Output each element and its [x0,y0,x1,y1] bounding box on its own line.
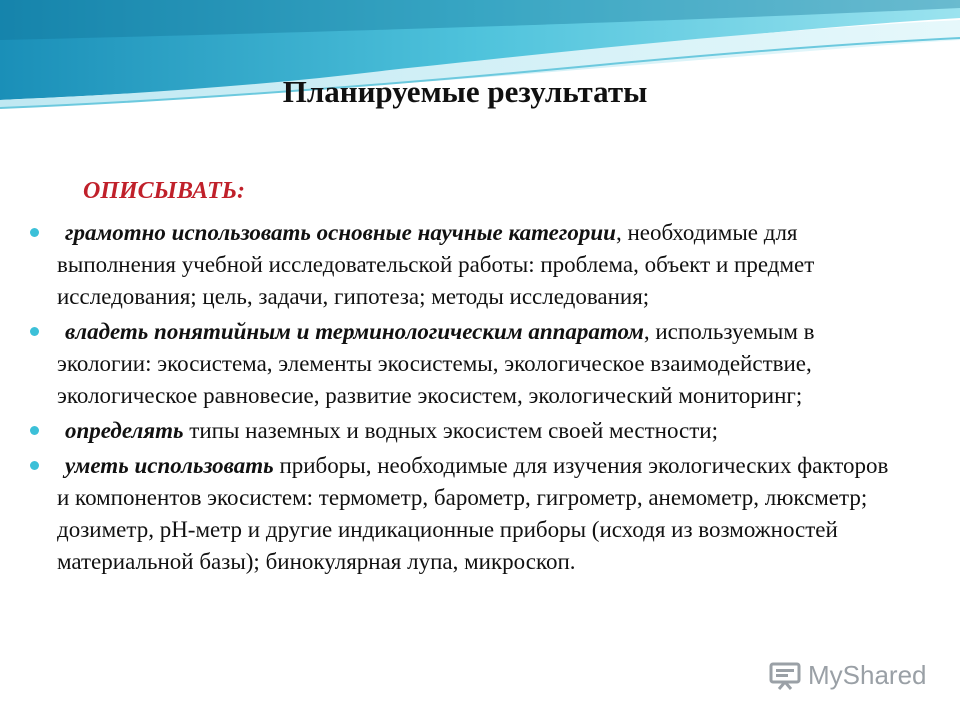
item-emphasis: уметь использовать [65,453,274,478]
presentation-board-icon [768,660,802,690]
watermark-logo [768,657,927,693]
page-title: Планируемые результаты [282,74,648,109]
section-heading: ОПИСЫВАТЬ: [83,178,245,204]
bullet-icon [30,426,39,435]
list-item [30,450,890,578]
list-item [30,316,890,412]
header-wave-decoration [0,0,960,130]
item-emphasis: определять [65,418,184,443]
item-text: типы наземных и водных экосистем своей местности; [183,418,718,443]
item-text: , необходимые для выполнения учебной исследовательской работы: проблема, объект и предмет исследования; цель, задачи, гипотеза; методы исследования; [57,220,815,309]
list-item [30,415,890,447]
item-text: приборы, необходимые для изучения экологических факторов и компонентов экосистем: термометр, барометр, гигрометр, анемометр, люксметр; дозиметр, pH-метр и другие индикационные приборы (исходя из возможностей материальной базы); бинокулярная лупа, микроскоп. [57,453,889,574]
content [30,175,890,581]
item-emphasis: грамотно использовать основные научные категории [65,220,616,245]
item-emphasis: владеть понятийным и терминологическим аппаратом [65,319,644,344]
bullet-icon [30,327,39,336]
bullet-icon [30,228,39,237]
list-item [30,217,890,313]
watermark-text: MyShared [808,659,927,690]
bullet-icon [30,461,39,470]
item-text: , используемым в экологии: экосистема, элементы экосистемы, экологическое взаимодействие, экологическое равновесие, развитие экосистем, экологический мониторинг; [57,319,815,408]
